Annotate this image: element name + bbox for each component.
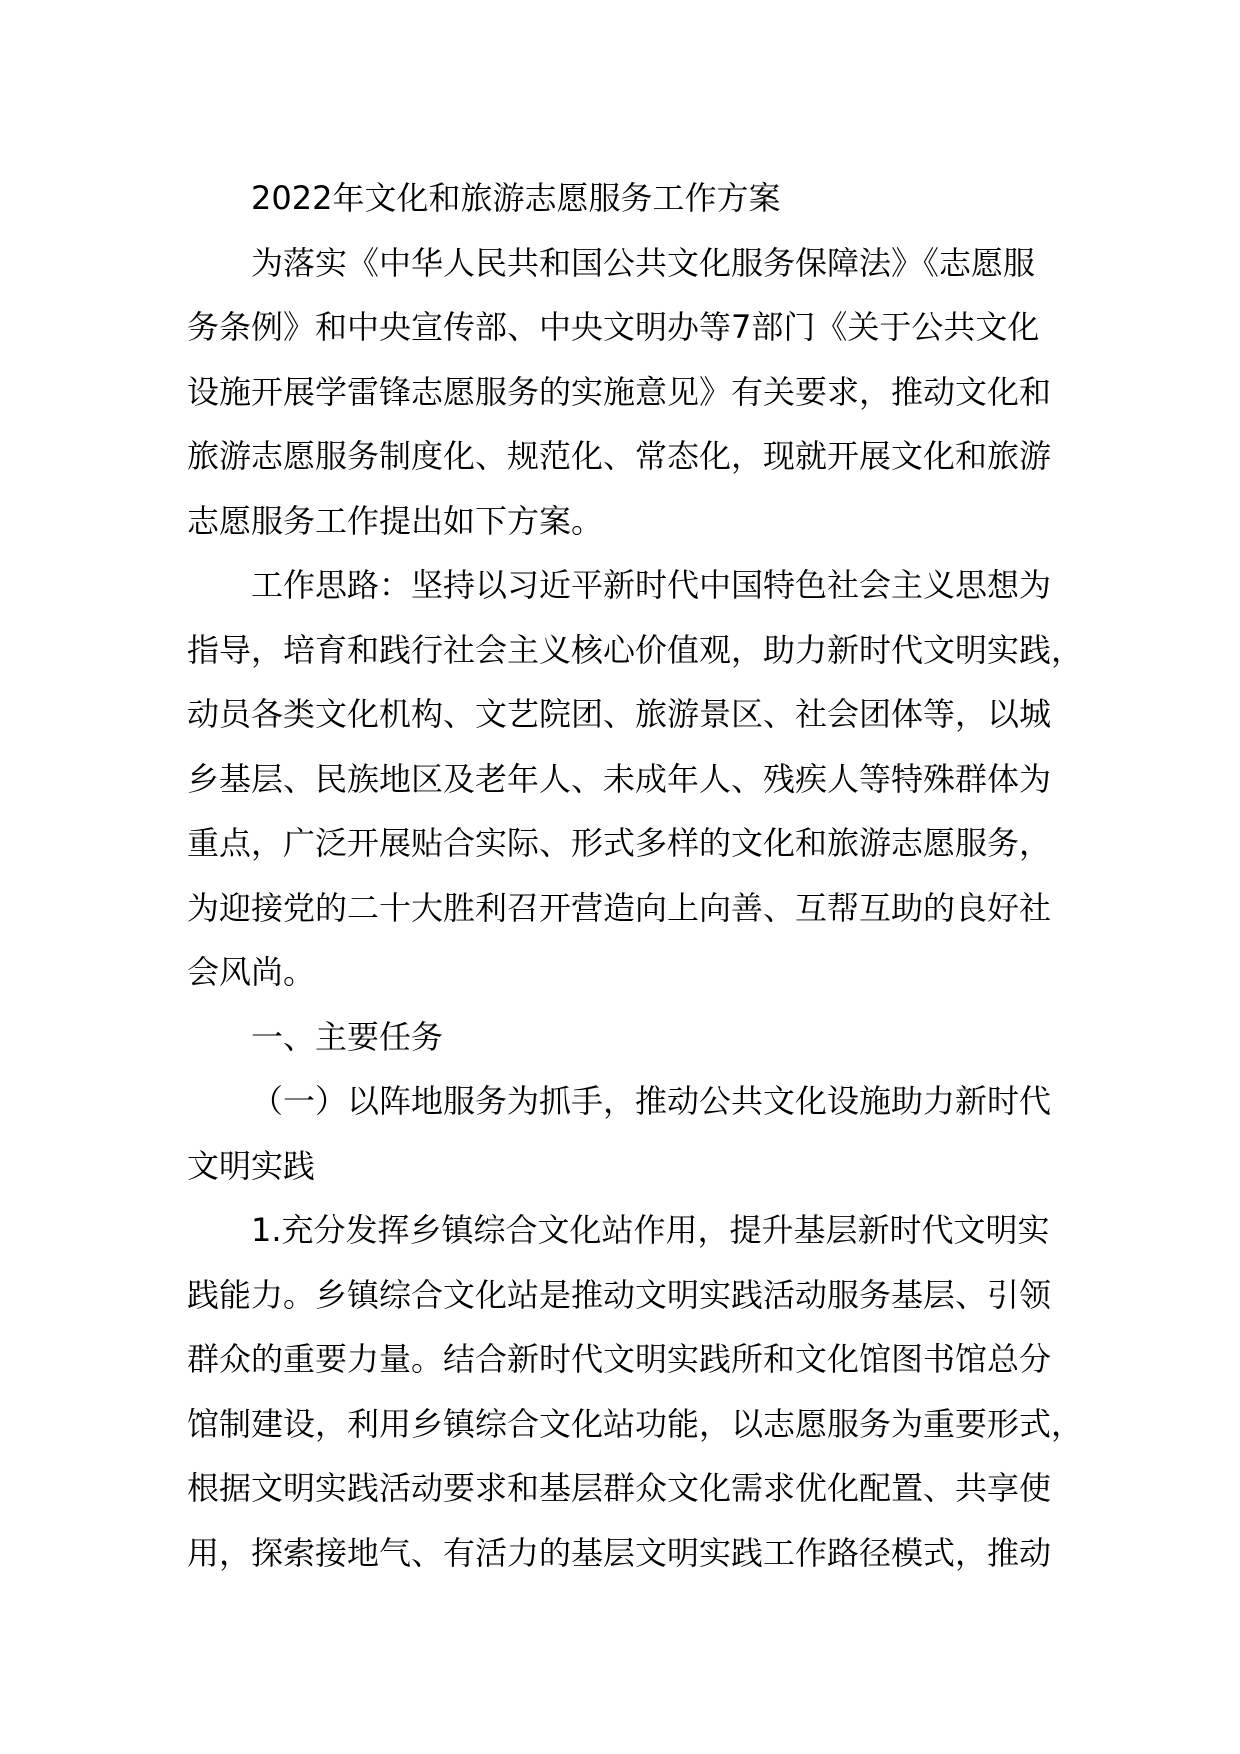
text-line: 践能力。乡镇综合文化站是推动文明实践活动服务基层、引领 [187, 1275, 1052, 1314]
paragraph-work-approach [187, 553, 1087, 1005]
text-line: 一、主要任务 [251, 1017, 444, 1056]
text-line: 为落实《中华人民共和国公共文化服务保障法》《志愿服 [251, 243, 1036, 282]
text-line: 为迎接党的二十大胜利召开营造向上向善、互帮互助的良好社 [187, 888, 1052, 927]
subsection-heading-1 [187, 1069, 1087, 1198]
text-line: 1.充分发挥乡镇综合文化站作用，提升基层新时代文明实 [251, 1211, 1050, 1249]
paragraph-item-1 [187, 1198, 1087, 1585]
document-title: 2022年文化和旅游志愿服务工作方案 [251, 179, 781, 217]
text-line: 旅游志愿服务制度化、规范化、常态化，现就开展文化和旅游 [187, 437, 1052, 475]
text-line: 务条例》和中央宣传部、中央文明办等7部门《关于公共文化 [187, 308, 1040, 346]
text-line: 馆制建设，利用乡镇综合文化站功能，以志愿服务为重要形式， [187, 1404, 1084, 1443]
paragraph-intro [187, 231, 1087, 554]
section-heading-main-tasks [187, 1005, 1087, 1070]
text-line: 重点，广泛开展贴合实际、形式多样的文化和旅游志愿服务， [187, 824, 1052, 862]
text-line: 会风尚。 [187, 953, 316, 991]
text-line: 设施开展学雷锋志愿服务的实施意见》有关要求，推动文化和 [187, 372, 1052, 411]
text-line: 动员各类文化机构、文艺院团、旅游景区、社会团体等，以城 [187, 695, 1052, 733]
text-line: 志愿服务工作提出如下方案。 [187, 501, 604, 540]
text-line: 乡基层、民族地区及老年人、未成年人、残疾人等特殊群体为 [187, 759, 1052, 798]
text-line: 根据文明实践活动要求和基层群众文化需求优化配置、共享使 [187, 1469, 1052, 1507]
text-line: （一）以阵地服务为抓手，推动公共文化设施助力新时代 [251, 1082, 1052, 1120]
text-line: 文明实践 [187, 1146, 316, 1185]
text-line: 群众的重要力量。结合新时代文明实践所和文化馆图书馆总分 [187, 1340, 1052, 1378]
text-line: 用，探索接地气、有活力的基层文明实践工作路径模式，推动 [187, 1533, 1052, 1572]
document-body [187, 166, 1087, 1585]
text-line: 工作思路：坚持以习近平新时代中国特色社会主义思想为 [251, 566, 1052, 604]
text-line: 指导，培育和践行社会主义核心价值观，助力新时代文明实践， [187, 630, 1084, 669]
